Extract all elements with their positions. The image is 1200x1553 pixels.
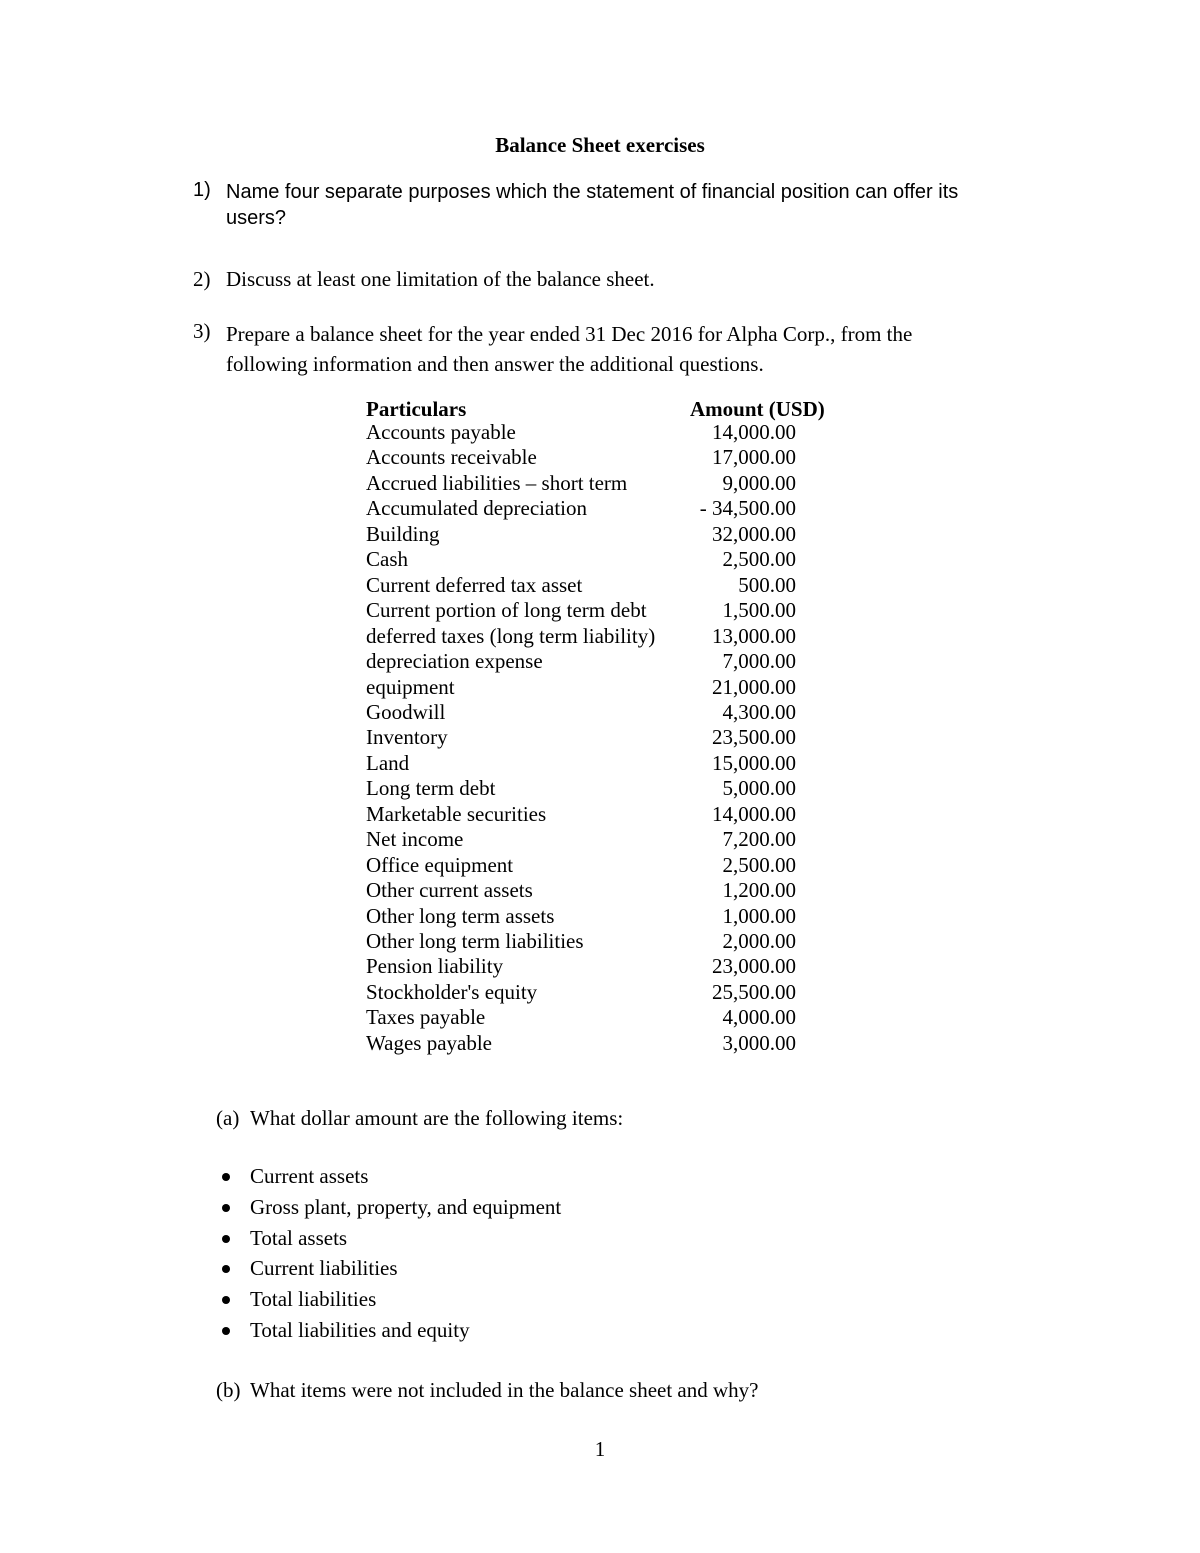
list-item-text: Current assets	[250, 1164, 369, 1188]
page-number: 1	[594, 1437, 606, 1461]
sub-question-text: What items were not included in the balance sheet and why?	[250, 1378, 759, 1402]
bullet-icon	[222, 1327, 230, 1335]
table-row	[366, 624, 836, 650]
row-label: Accounts payable	[366, 420, 516, 444]
table-row	[366, 1031, 836, 1057]
table-row	[366, 471, 836, 497]
row-amount: 7,200.00	[722, 827, 796, 852]
table-row	[366, 725, 836, 751]
table-row	[366, 980, 836, 1006]
row-label: Building	[366, 521, 440, 546]
table-row	[366, 522, 836, 548]
row-amount: 32,000.00	[712, 521, 796, 546]
row-label: Stockholder's equity	[366, 979, 538, 1004]
row-label: Current portion of long term debt	[366, 598, 647, 623]
table-row	[366, 853, 836, 879]
question-number: 1)	[193, 179, 211, 201]
table-row	[366, 904, 836, 930]
table-row	[366, 496, 836, 522]
table-row	[366, 573, 836, 599]
table-row	[366, 929, 836, 955]
bullet-icon	[222, 1173, 230, 1181]
row-amount: 25,500.00	[712, 979, 796, 1004]
row-label: Net income	[366, 827, 464, 852]
row-amount: 14,000.00	[712, 801, 796, 826]
bullet-icon	[222, 1296, 230, 1304]
table-row	[366, 802, 836, 828]
table-row	[366, 776, 836, 802]
table-row	[366, 954, 836, 980]
row-amount: 2,500.00	[722, 852, 796, 877]
row-amount: 23,000.00	[712, 954, 796, 979]
row-label: Wages payable	[366, 1030, 492, 1055]
row-label: Accounts receivable	[366, 445, 537, 470]
row-amount: - 34,500.00	[699, 496, 796, 521]
table-row	[366, 445, 836, 471]
list-item-text: Gross plant, property, and equipment	[250, 1194, 562, 1219]
table-row	[366, 827, 836, 853]
row-label: Accumulated depreciation	[366, 496, 587, 521]
row-amount: 23,500.00	[712, 725, 796, 750]
row-amount: 500.00	[738, 572, 796, 597]
row-label: Long term debt	[366, 776, 496, 801]
sub-question-text: What dollar amount are the following items:	[250, 1106, 624, 1130]
question-text: Discuss at least one limitation of the balance sheet.	[226, 267, 655, 291]
row-label: Other current assets	[366, 878, 533, 903]
list-item-text: Current liabilities	[250, 1256, 398, 1281]
row-label: Accrued liabilities – short term	[366, 470, 628, 495]
row-label: Goodwill	[366, 699, 446, 724]
sub-question-letter: (b)	[216, 1378, 241, 1402]
row-label: Pension liability	[366, 954, 504, 979]
row-amount: 1,000.00	[722, 903, 796, 928]
list-item-text: Total liabilities	[250, 1287, 377, 1312]
column-header-particulars: Particulars	[366, 397, 467, 421]
sub-question-letter: (a)	[216, 1106, 240, 1130]
row-label: Current deferred tax asset	[366, 572, 583, 597]
row-label: Other long term liabilities	[366, 929, 584, 953]
bullet-icon	[222, 1204, 230, 1212]
row-amount: 13,000.00	[712, 623, 796, 648]
row-amount: 2,000.00	[722, 929, 796, 953]
row-label: equipment	[366, 674, 455, 699]
row-label: Office equipment	[366, 852, 514, 877]
table-row	[366, 878, 836, 904]
row-amount: 3,000.00	[722, 1030, 796, 1055]
row-amount: 14,000.00	[712, 420, 796, 444]
row-label: depreciation expense	[366, 649, 543, 674]
row-amount: 4,300.00	[722, 699, 796, 724]
table-row	[366, 751, 836, 777]
row-label: Other long term assets	[366, 903, 555, 928]
row-amount: 4,000.00	[722, 1005, 796, 1030]
row-label: Taxes payable	[366, 1005, 486, 1030]
table-row	[366, 649, 836, 675]
row-amount: 7,000.00	[722, 649, 796, 674]
row-amount: 1,500.00	[722, 598, 796, 623]
row-label: Land	[366, 750, 410, 775]
table-row	[366, 700, 836, 726]
table-row	[366, 547, 836, 573]
table-row	[366, 420, 836, 446]
question-text: Name four separate purposes which the statement of financial position can offer its users?	[226, 181, 959, 229]
row-label: deferred taxes (long term liability)	[366, 623, 656, 648]
row-amount: 9,000.00	[722, 470, 796, 495]
bullet-icon	[222, 1265, 230, 1273]
list-item-text: Total assets	[250, 1225, 348, 1250]
row-label: Marketable securities	[366, 801, 547, 826]
question-number: 2)	[193, 267, 211, 291]
row-label: Cash	[366, 547, 408, 572]
row-amount: 5,000.00	[722, 776, 796, 801]
table-row	[366, 598, 836, 624]
row-amount: 15,000.00	[712, 750, 796, 775]
row-amount: 2,500.00	[722, 547, 796, 572]
question-number: 3)	[193, 319, 211, 343]
column-header-amount: Amount (USD)	[690, 397, 825, 421]
question-text: Prepare a balance sheet for the year ended 31 Dec 2016 for Alpha Corp., from the following information and then answer the additional questions.	[226, 322, 913, 376]
table-row	[366, 1005, 836, 1031]
table-row	[366, 675, 836, 701]
row-amount: 1,200.00	[722, 878, 796, 903]
row-amount: 21,000.00	[712, 674, 796, 699]
bullet-icon	[222, 1235, 230, 1243]
list-item-text: Total liabilities and equity	[250, 1317, 470, 1342]
row-label: Inventory	[366, 725, 448, 750]
row-amount: 17,000.00	[712, 445, 796, 470]
document-title: Balance Sheet exercises	[495, 133, 705, 157]
